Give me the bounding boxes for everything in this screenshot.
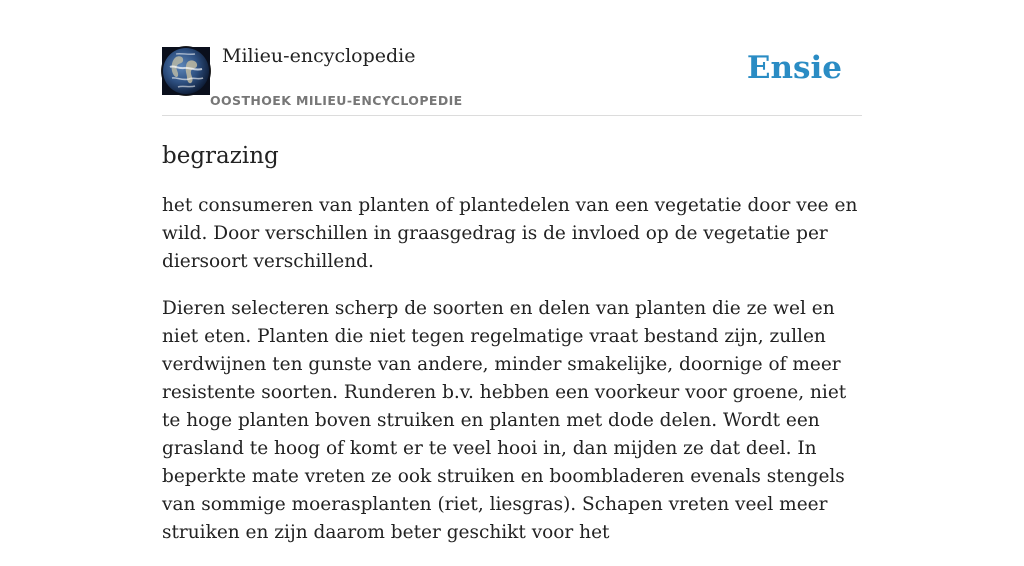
article (162, 142, 862, 547)
earth-globe-icon[interactable] (162, 47, 210, 95)
content-container (162, 0, 862, 566)
site-subtitle: OOSTHOEK MILIEU-ENCYCLOPEDIE (210, 93, 463, 108)
article-paragraph: Dieren selecteren scherp de soorten en delen van planten die ze wel en niet eten. Planten die niet tegen regelmatige vraat bestand zijn, zullen verdwijnen ten gunste van andere, minder smakelijke, doornige of meer resistente soorten. Runderen b.v. hebben een voorkeur voor groene, niet te hoge planten boven struiken en planten met dode delen. Wordt een grasland te hoog of komt er te veel hooi in, dan mijden ze dat deel. In beperkte mate vreten ze ook struiken en boombladeren evenals stengels van sommige moerasplanten (riet, liesgras). Schapen vreten veel meer struiken en zijn daarom beter geschikt voor het (162, 298, 847, 543)
article-body (162, 192, 862, 547)
site-title-link[interactable]: Milieu-encyclopedie (222, 45, 416, 67)
brand-logo-link[interactable]: Ensie (746, 50, 842, 86)
article-title: begrazing (162, 143, 279, 169)
article-paragraph: het consumeren van planten of plantedelen van een vegetatie door vee en wild. Door verschillen in graasgedrag is de invloed op de vegetatie per diersoort verschillend. (162, 195, 858, 272)
site-header (162, 0, 862, 116)
